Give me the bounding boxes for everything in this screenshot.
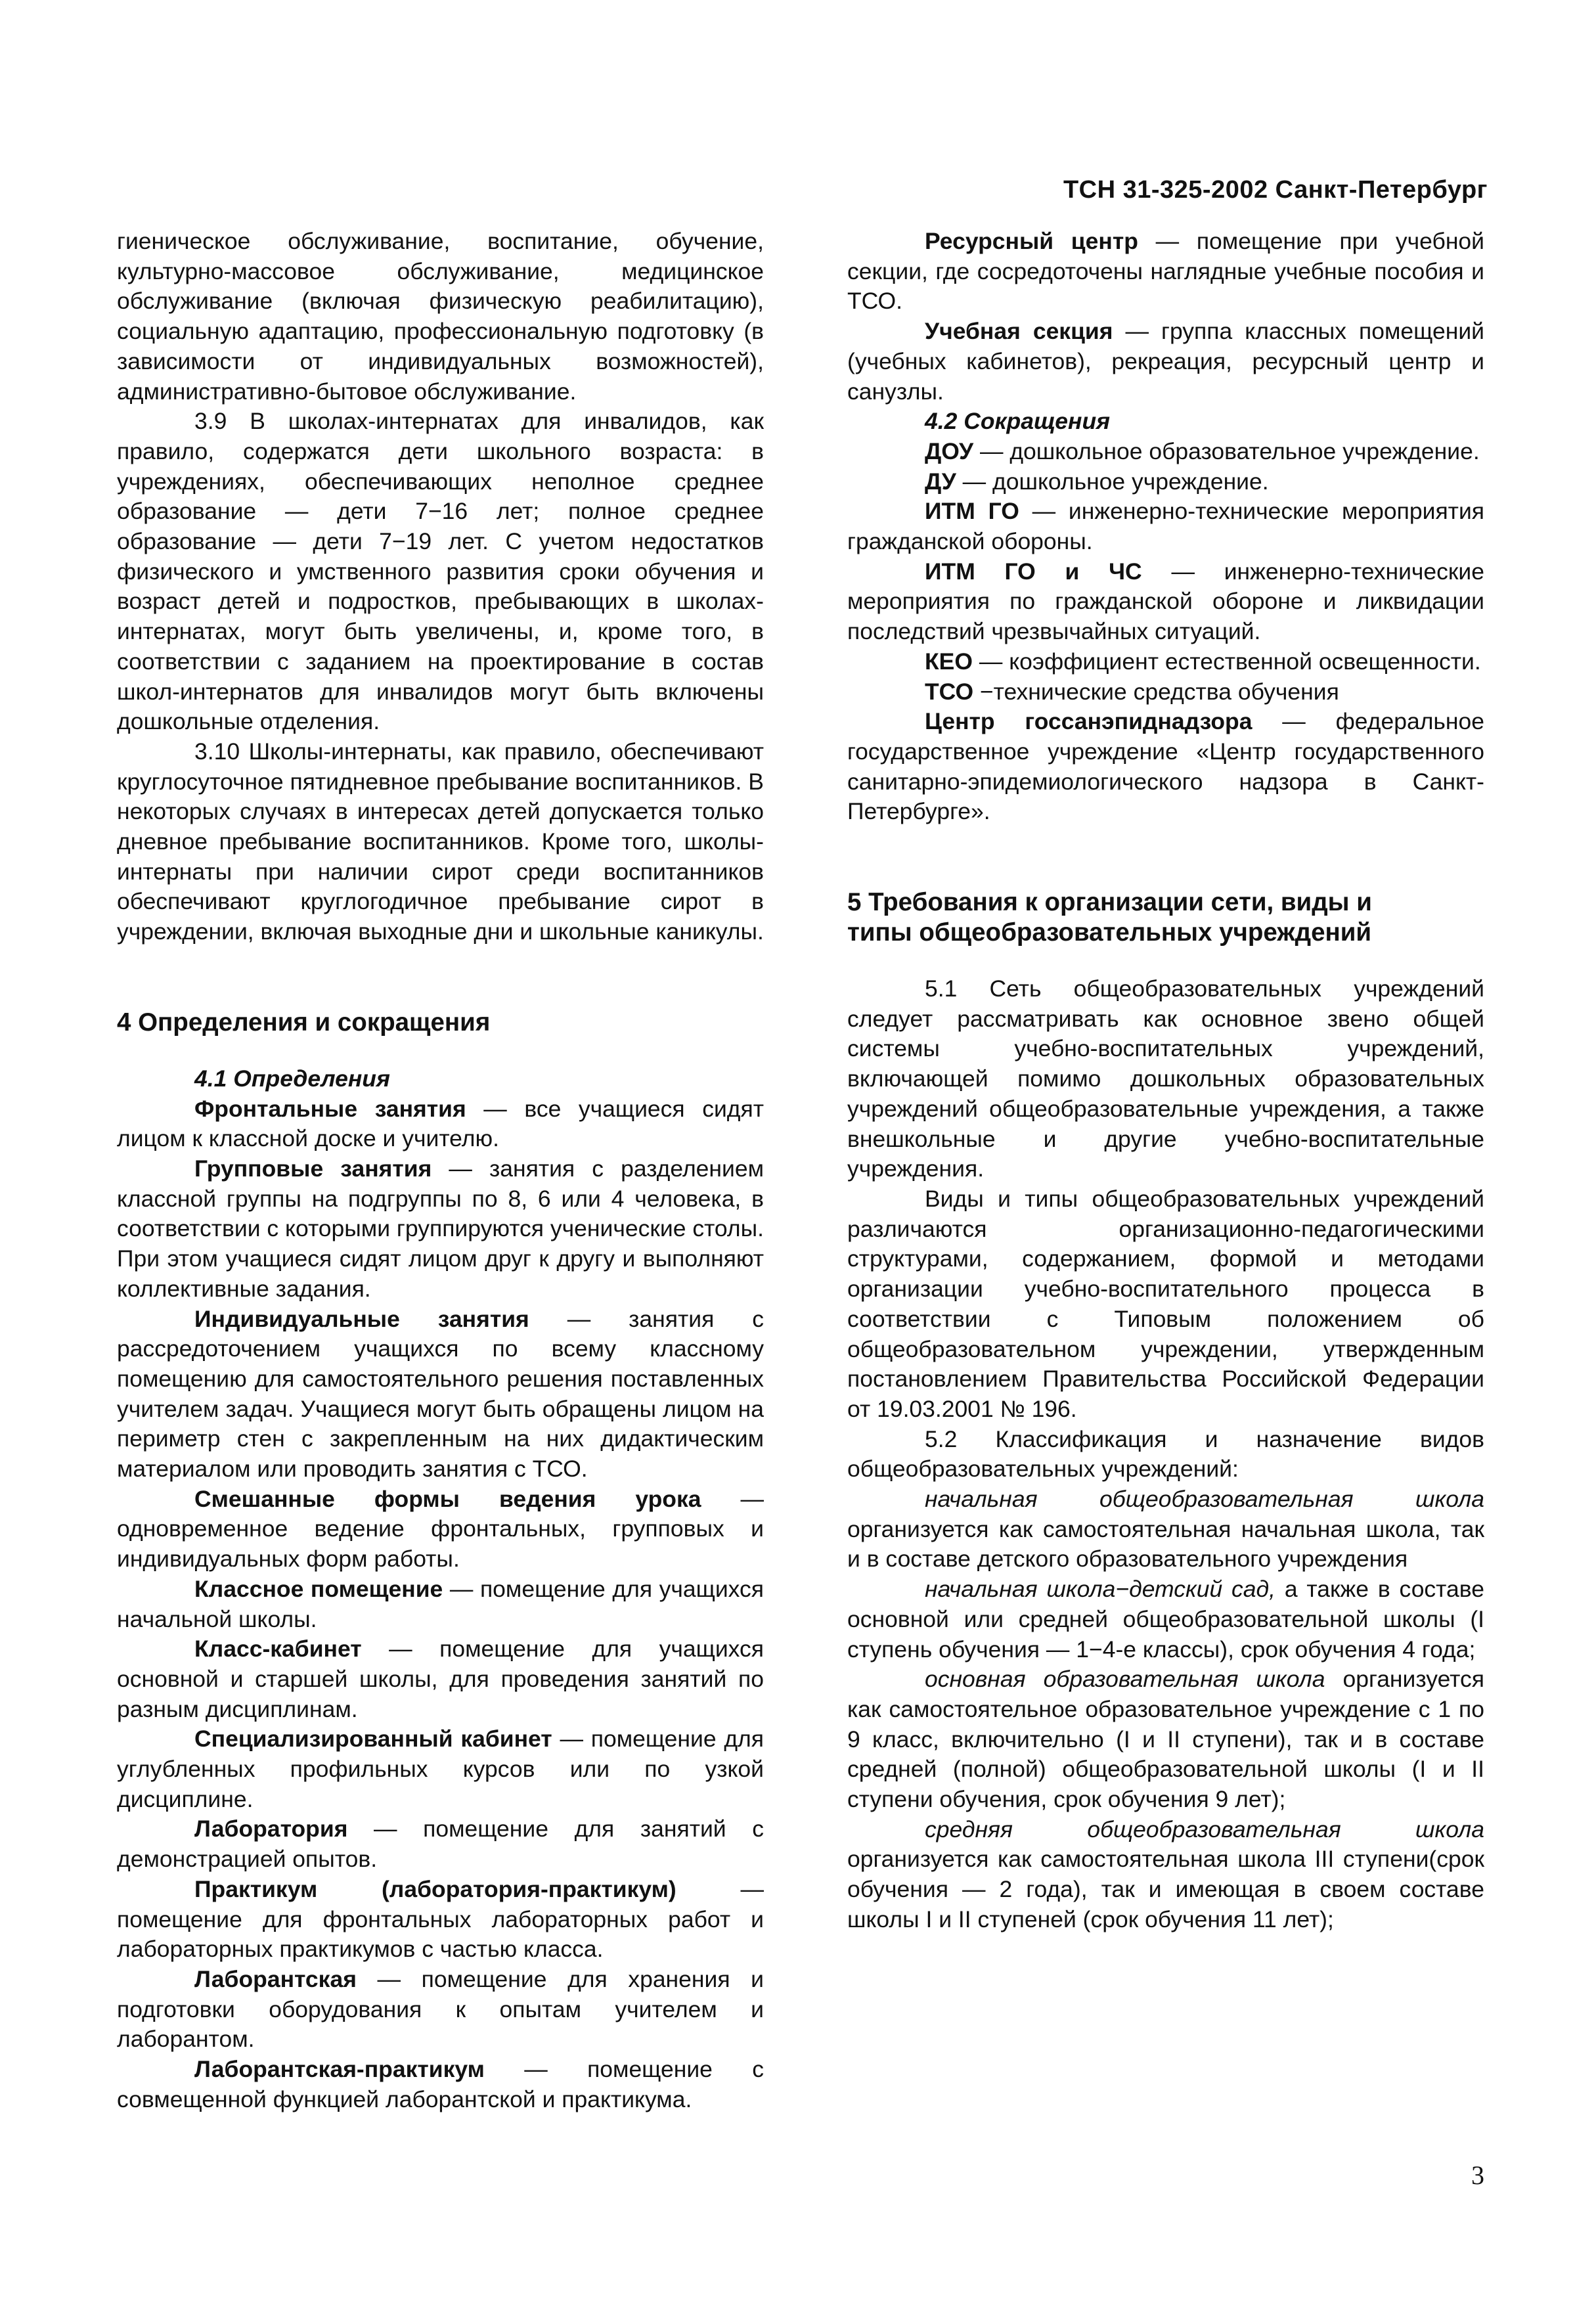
abbreviation-text: — инженерно-технические мероприятия гражданской обороны.: [847, 498, 1484, 555]
definition-text: — помещение для хранения и подготовки оборудования к опытам учителем и лаборантом.: [117, 1965, 764, 2053]
definition-text: — помещение для углубленных профильных курсов или по узкой дисциплине.: [117, 1726, 764, 1812]
definition-item: [117, 1814, 764, 1874]
paragraph-3-9: 3.9 В школах-интернатах для инвалидов, как правило, содержатся дети школьного возраста: в учреждениях, обеспечивающих неполное среднее образование — дети 7−16 лет; полное среднее образование — дети 7−19 лет. С учетом недостатков физического и умственного развития сроки обучения и возраст детей и подростков, пребывающих в школах-интернатах, могут быть увеличены, и, кроме того, в соответствии с заданием на проектирование в состав школ-интернатов для инвалидов могут быть включены дошкольные отделения.: [117, 408, 764, 735]
definition-term: Класс-кабинет: [194, 1636, 362, 1663]
definition-text: — занятия с рассредоточением учащихся по всему классному помещению для самостоятельного решения поставленных учителем задач. Учащиеся могут быть обращены лицом на периметр стен с закрепленным на них дидактическим материалом или проводить занятия с ТСО.: [117, 1305, 764, 1483]
abbreviation-text: — инженерно-технические мероприятия по гражданской обороне и ликвидации последствий чрезвычайных ситуаций.: [847, 558, 1484, 645]
definition-item: [117, 1965, 764, 2055]
paragraph-3-8-continuation: гиеническое обслуживание, воспитание, обучение, культурно-массовое обслуживание, медицинское обслуживание (включая физическую реабилитацию), социальную адаптацию, профессиональную подготовку (в зависимости от индивидуальных возможностей), административно-бытовое обслуживание.: [117, 228, 764, 405]
definition-item: [117, 1154, 764, 1305]
definition-item: [847, 227, 1484, 317]
page-number: 3: [1471, 2160, 1484, 2190]
abbreviation-item: [847, 647, 1484, 677]
abbreviation-term: ИТМ ГО: [925, 498, 1019, 525]
definition-term: Учебная секция: [925, 318, 1113, 345]
document-header: ТСН 31-325-2002 Санкт-Петербург: [1063, 176, 1488, 204]
definition-text: — все учащиеся сидят лицом к классной доске и учителю.: [117, 1095, 764, 1152]
definition-term: Фронтальные занятия: [194, 1095, 466, 1122]
definition-term: Лаборантская: [194, 1965, 357, 1992]
definition-term: Индивидуальные занятия: [194, 1305, 529, 1332]
definition-term: Ресурсный центр: [925, 228, 1138, 254]
school-type-name: средняя общеобразовательная школа: [925, 1816, 1484, 1842]
abbreviation-text: — коэффициент естественной освещенности.: [972, 648, 1481, 675]
subsection-4-2-heading: 4.2 Сокращения: [925, 408, 1111, 435]
paragraph-3-10: 3.10 Школы-интернаты, как правило, обеспечивают круглосуточное пятидневное пребывание воспитанников. В некоторых случаях в интересах детей допускается только дневное пребывание воспитанников. Кроме того, школы-интернаты при наличии сирот среди воспитанников обеспечивают круглогодичное пребывание сирот в учреждении, включая выходные дни и школьные каникулы.: [117, 738, 764, 945]
definition-term: Практикум (лаборатория-практикум): [194, 1875, 676, 1902]
abbreviation-item: [847, 557, 1484, 647]
paragraph-5-1-types: Виды и типы общеобразовательных учреждений различаются организационно-педагогическими структурами, содержанием, формой и методами организации учебно-воспитательного процесса в соответствии с Типовым положением об общеобразовательном учреждении, утвержденным постановлением Правительства Российской Федерации от 19.03.2001 № 196.: [847, 1185, 1484, 1422]
abbreviation-text: — дошкольное учреждение.: [956, 468, 1269, 495]
definition-item: [117, 2055, 764, 2114]
left-column: [117, 227, 764, 2114]
abbreviation-item: [847, 677, 1484, 707]
abbreviation-term: ИТМ ГО и ЧС: [925, 558, 1142, 585]
school-type-name: начальная общеобразовательная школа: [925, 1486, 1484, 1513]
abbreviation-term: КЕО: [925, 648, 973, 675]
definition-term: Групповые занятия: [194, 1155, 432, 1182]
abbreviation-term: ДУ: [925, 468, 956, 495]
definition-item: [117, 1484, 764, 1574]
abbreviation-term: Центр госсанэпиднадзора: [925, 708, 1252, 735]
abbreviation-item: [847, 437, 1484, 467]
school-type-item: [847, 1574, 1484, 1664]
definition-item: [117, 1634, 764, 1724]
definition-item: [117, 1875, 764, 1965]
definition-text: — помещение для фронтальных лабораторных работ и лабораторных практикумов с частью класса.: [117, 1875, 764, 1963]
abbreviation-term: ТСО: [925, 678, 974, 705]
abbreviation-item: [847, 467, 1484, 497]
definition-term: Классное помещение: [194, 1575, 443, 1602]
definition-text: — помещение для занятий с демонстрацией опытов.: [117, 1816, 764, 1873]
definition-item: [117, 1574, 764, 1634]
section-5-heading: 5 Требования к организации сети, виды и типы общеобразовательных учреждений: [847, 888, 1372, 947]
school-type-text: а также в составе основной или средней общеобразовательной школы (I ступень обучения — 1−4-е классы), срок обучения 4 года;: [847, 1576, 1484, 1663]
definition-text: — группа классных помещений (учебных кабинетов), рекреация, ресурсный центр и санузлы.: [847, 318, 1484, 405]
school-type-text: организуется как самостоятельное образовательное учреждение с 1 по 9 класс, включительно (I и II ступени), так и в составе средней (полной) общеобразовательной школы (I и II ступени обучения, срок обучения 9 лет);: [847, 1666, 1484, 1813]
abbreviation-item: [847, 707, 1484, 827]
section-4-heading: 4 Определения и сокращения: [117, 1008, 491, 1037]
school-type-item: [847, 1484, 1484, 1574]
subsection-4-1-heading: 4.1 Определения: [194, 1065, 390, 1092]
definition-text: — помещение для учащихся начальной школы.: [117, 1575, 764, 1632]
definition-term: Специализированный кабинет: [194, 1726, 552, 1752]
abbreviation-text: −технические средства обучения: [973, 678, 1339, 705]
definition-item: [117, 1094, 764, 1154]
school-type-text: организуется как самостоятельная начальная школа, так и в составе детского образовательного учреждения: [847, 1515, 1484, 1573]
definition-text: — одновременное ведение фронтальных, групповых и индивидуальных форм работы.: [117, 1485, 764, 1573]
definition-term: Смешанные формы ведения урока: [194, 1485, 701, 1512]
abbreviation-text: — федеральное государственное учреждение «Центр государственного санитарно-эпидемиологического надзора в Санкт-Петербурге».: [847, 708, 1484, 825]
definition-text: — занятия с разделением классной группы на подгруппы по 8, 6 или 4 человека, в соответствии с которыми группируются ученические столы. При этом учащиеся сидят лицом друг к другу и выполняют коллективные задания.: [117, 1155, 764, 1302]
definition-text: — помещение для учащихся основной и старшей школы, для проведения занятий по разным дисциплинам.: [117, 1636, 764, 1722]
paragraph-5-1: 5.1 Сеть общеобразовательных учреждений следует рассматривать как основное звено общей системы учебно-воспитательных учреждений, включающей помимо дошкольных образовательных учреждений общеобразовательные учреждения, а также внешкольные и другие учебно-воспитательные учреждения.: [847, 975, 1484, 1182]
definition-text: — помещение при учебной секции, где сосредоточены наглядные учебные пособия и ТСО.: [847, 228, 1485, 315]
paragraph-5-2: 5.2 Классификация и назначение видов общеобразовательных учреждений:: [847, 1425, 1484, 1483]
definition-text: — помещение с совмещенной функцией лаборантской и практикума.: [117, 2056, 764, 2112]
definition-item: [117, 1724, 764, 1814]
abbreviation-text: — дошкольное образовательное учреждение.: [973, 437, 1480, 464]
school-type-text: организуется как самостоятельная школа III ступени(срок обучения — 2 года), так и имеющая в своем составе школы I и II ступеней (срок обучения 11 лет);: [847, 1846, 1484, 1932]
abbreviation-term: ДОУ: [925, 437, 974, 464]
definition-item: [847, 317, 1484, 407]
school-type-item: [847, 1664, 1484, 1815]
right-column: [847, 227, 1484, 1935]
definition-term: Лаборатория: [194, 1816, 348, 1842]
school-type-name: основная образовательная школа: [925, 1666, 1325, 1693]
abbreviation-item: [847, 497, 1484, 556]
definition-item: [117, 1305, 764, 1484]
school-type-item: [847, 1815, 1484, 1935]
school-type-name: начальная школа−детский сад,: [925, 1576, 1276, 1603]
definition-term: Лаборантская-практикум: [194, 2056, 485, 2083]
